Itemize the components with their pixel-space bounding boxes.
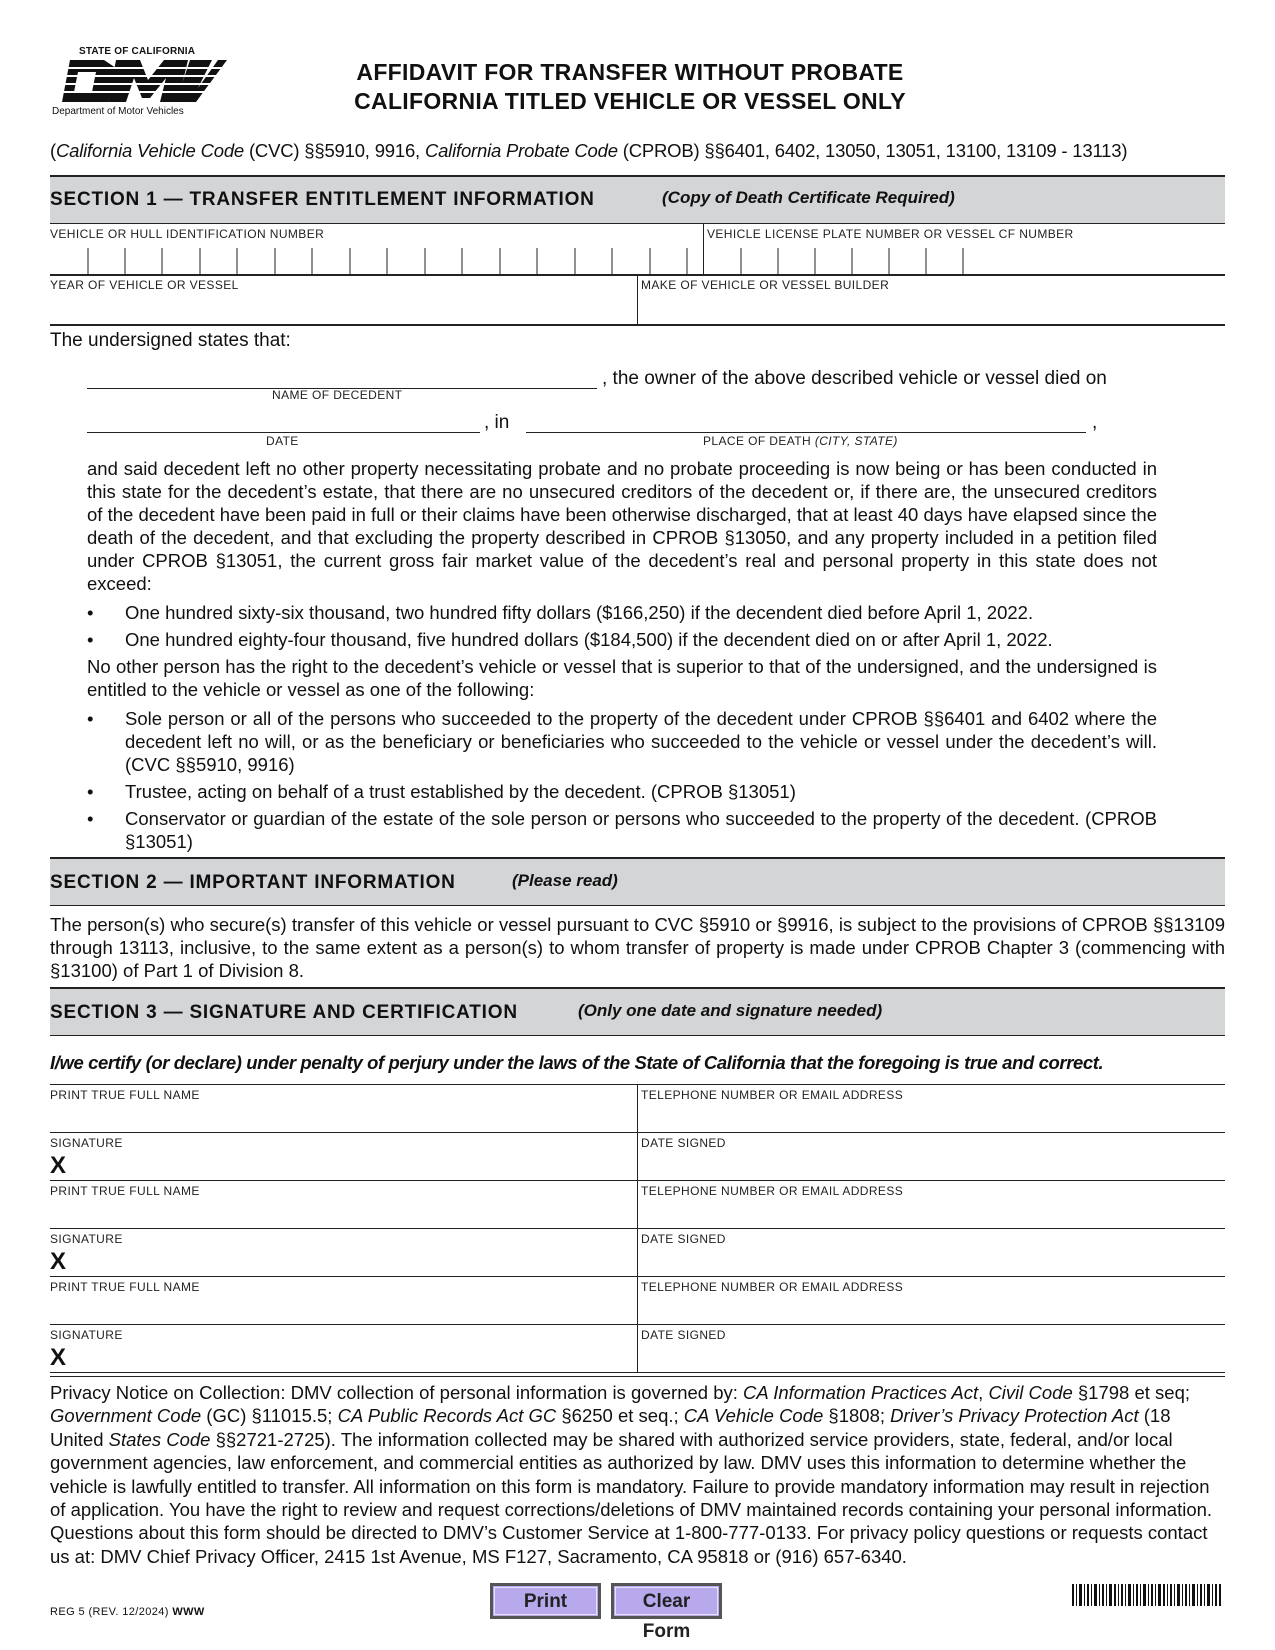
section3-header-rule bbox=[50, 1035, 1225, 1036]
signature-x-mark: X bbox=[50, 1248, 67, 1275]
signer-row-rule bbox=[50, 1372, 1225, 1373]
signature-label: SIGNATURE bbox=[50, 1232, 123, 1246]
bullet-dot: • bbox=[87, 629, 94, 650]
print-name-input[interactable] bbox=[50, 1104, 635, 1130]
signature-label: SIGNATURE bbox=[50, 1136, 123, 1150]
section2-header bbox=[50, 859, 1225, 905]
decedent-paragraph: and said decedent left no other property necessitating probate and no probate proceeding is now being or has been conducted in this state for the decedent’s estate, that there are no unsecured creditors of the decedent or, if there are, the unsecured creditors of the decedent have been paid in full or their claims have been otherwise discharged, that at least 40 days have elapsed since the death of the decedent, and that excluding the property described in CPROB §13050, and any property included in a petition filed under CPROB §13051, the current gross fair market value of the decedent’s real and personal property in this state does not exceed: bbox=[87, 458, 1157, 594]
bullet-dot: • bbox=[87, 602, 94, 623]
bullet-dot: • bbox=[87, 781, 94, 802]
date-signed-input[interactable] bbox=[640, 1152, 1225, 1178]
barcode-icon bbox=[1072, 1584, 1222, 1606]
bullet-text: Conservator or guardian of the estate of the sole person or persons who succeeded to the property of the decedent. (CPROB §13051) bbox=[125, 808, 1157, 852]
form-title bbox=[270, 58, 990, 116]
date-signed-label: DATE SIGNED bbox=[641, 1136, 726, 1150]
privacy-text: §1798 et seq; bbox=[1072, 1382, 1191, 1403]
vin-box-ticks bbox=[50, 248, 702, 274]
section3-header bbox=[50, 989, 1225, 1035]
date-signed-label: DATE SIGNED bbox=[641, 1328, 726, 1342]
form-id-suffix: WWW bbox=[172, 1606, 205, 1618]
owner-died-text: , the owner of the above described vehicle or vessel died on bbox=[602, 368, 1107, 389]
bullet-text: One hundred eighty-four thousand, five hundred dollars ($184,500) if the decendent died on or after April 1, 2022. bbox=[125, 629, 1053, 650]
death-date-input[interactable] bbox=[87, 408, 480, 432]
name-of-decedent-label: NAME OF DECEDENT bbox=[272, 388, 403, 402]
place-of-death-label-text: PLACE OF DEATH bbox=[703, 434, 812, 448]
date-signed-input[interactable] bbox=[640, 1344, 1225, 1370]
year-row-rule bbox=[50, 324, 1225, 326]
dmv-wordmark-graphic bbox=[52, 58, 227, 108]
title-line-1: AFFIDAVIT FOR TRANSFER WITHOUT PROBATE bbox=[356, 59, 904, 85]
signer-divider bbox=[637, 1084, 638, 1180]
section3-title: SECTION 3 — SIGNATURE AND CERTIFICATION bbox=[50, 1002, 518, 1023]
dmv-logo bbox=[52, 46, 227, 118]
signature-x-mark: X bbox=[50, 1344, 67, 1371]
contact-label: TELEPHONE NUMBER OR EMAIL ADDRESS bbox=[641, 1280, 904, 1294]
section1-header bbox=[50, 177, 1225, 223]
logo-department-text: Department of Motor Vehicles bbox=[52, 106, 184, 117]
section3-note: (Only one date and signature needed) bbox=[578, 1001, 883, 1020]
date-signed-label: DATE SIGNED bbox=[641, 1232, 726, 1246]
vin-label: VEHICLE OR HULL IDENTIFICATION NUMBER bbox=[50, 227, 325, 241]
bullet-dot: • bbox=[87, 808, 94, 829]
section2-header-rule bbox=[50, 905, 1225, 906]
entitlement-bullet-2 bbox=[87, 780, 1157, 803]
signature-x-mark: X bbox=[50, 1152, 67, 1179]
section2-body: The person(s) who secure(s) transfer of this vehicle or vessel pursuant to CVC §5910 or §9916, is subject to the provisions of CPROB §§13109 through 13113, inclusive, to the same extent as a person(s) to whom transfer of property is made under CPROB Chapter 3 (commencing with §13100) of Part 1 of Division 8. bbox=[50, 914, 1225, 981]
place-of-death-line bbox=[526, 432, 1086, 433]
print-name-label: PRINT TRUE FULL NAME bbox=[50, 1088, 200, 1102]
contact-input[interactable] bbox=[640, 1104, 1225, 1130]
privacy-italic: CA Vehicle Code bbox=[683, 1405, 824, 1427]
bullet-text: Trustee, acting on behalf of a trust established by the decedent. (CPROB §13051) bbox=[125, 781, 796, 802]
contact-input[interactable] bbox=[640, 1296, 1225, 1322]
privacy-notice bbox=[50, 1381, 1220, 1568]
privacy-text: (18 United bbox=[50, 1405, 1171, 1450]
contact-input[interactable] bbox=[640, 1200, 1225, 1226]
print-name-label: PRINT TRUE FULL NAME bbox=[50, 1280, 200, 1294]
section1-note: (Copy of Death Certificate Required) bbox=[662, 188, 955, 207]
citation-cprob-rest: (CPROB) §§6401, 6402, 13050, 13051, 13100, 13109 - 13113) bbox=[617, 140, 1128, 161]
privacy-italic: Driver’s Privacy Protection Act bbox=[890, 1405, 1139, 1427]
form-id-text: REG 5 (REV. 12/2024) bbox=[50, 1606, 169, 1618]
states-that-text: The undersigned states that: bbox=[50, 330, 291, 351]
year-make-divider bbox=[637, 276, 638, 324]
privacy-italic: Government Code bbox=[50, 1405, 202, 1427]
place-of-death-label bbox=[703, 434, 898, 448]
place-of-death-label-italic: (CITY, STATE) bbox=[814, 434, 898, 448]
print-name-input[interactable] bbox=[50, 1200, 635, 1226]
privacy-text: (GC) §11015.5; bbox=[201, 1405, 338, 1427]
section2-note: (Please read) bbox=[512, 871, 618, 890]
section1-title: SECTION 1 — TRANSFER ENTITLEMENT INFORMATION bbox=[50, 189, 595, 210]
citation-cvc: California Vehicle Code bbox=[55, 140, 245, 161]
vin-boxes[interactable] bbox=[50, 248, 702, 274]
plate-label: VEHICLE LICENSE PLATE NUMBER OR VESSEL CF NUMBER bbox=[707, 227, 1074, 241]
title-line-2: CALIFORNIA TITLED VEHICLE OR VESSEL ONLY bbox=[354, 88, 906, 114]
death-date-line bbox=[87, 432, 480, 433]
plate-box-ticks bbox=[704, 248, 964, 274]
decedent-name-input[interactable] bbox=[87, 364, 597, 388]
statute-citation bbox=[50, 140, 1230, 162]
contact-label: TELEPHONE NUMBER OR EMAIL ADDRESS bbox=[641, 1184, 904, 1198]
signer-divider bbox=[637, 1276, 638, 1372]
date-label: DATE bbox=[266, 434, 299, 448]
in-text: , in bbox=[484, 412, 510, 433]
print-name-label: PRINT TRUE FULL NAME bbox=[50, 1184, 200, 1198]
entitlement-paragraph: No other person has the right to the decedent’s vehicle or vessel that is superior to that of the undersigned, and the undersigned is entitled to the vehicle or vessel as one of the following: bbox=[87, 656, 1157, 700]
trailing-comma: , bbox=[1092, 412, 1098, 433]
value-bullet-1 bbox=[87, 601, 1157, 624]
signer-double-rule bbox=[50, 1376, 1225, 1377]
plate-boxes[interactable] bbox=[704, 248, 1225, 274]
section2-title: SECTION 2 — IMPORTANT INFORMATION bbox=[50, 872, 456, 893]
privacy-italic: CA Public Records Act GC bbox=[337, 1405, 557, 1427]
certification-statement: I/we certify (or declare) under penalty of perjury under the laws of the State of California that the foregoing is true and correct. bbox=[50, 1052, 1104, 1073]
print-button[interactable]: Print bbox=[490, 1583, 601, 1619]
year-label: YEAR OF VEHICLE OR VESSEL bbox=[50, 278, 239, 292]
privacy-italic: CA Information Practices Act bbox=[743, 1382, 979, 1403]
make-input[interactable] bbox=[640, 296, 1225, 322]
make-label: MAKE OF VEHICLE OR VESSEL BUILDER bbox=[641, 278, 890, 292]
entitlement-bullet-1 bbox=[87, 707, 1157, 776]
form-id bbox=[50, 1606, 205, 1618]
value-bullet-2 bbox=[87, 628, 1157, 651]
citation-cprob: California Probate Code bbox=[424, 140, 618, 161]
print-name-input[interactable] bbox=[50, 1296, 635, 1322]
privacy-italic: States Code bbox=[108, 1428, 211, 1450]
date-signed-input[interactable] bbox=[640, 1248, 1225, 1274]
logo-state-text: STATE OF CALIFORNIA bbox=[79, 46, 196, 57]
privacy-text: §6250 et seq.; bbox=[556, 1405, 684, 1427]
citation-cvc-rest: (CVC) §§5910, 9916, bbox=[244, 140, 425, 161]
contact-label: TELEPHONE NUMBER OR EMAIL ADDRESS bbox=[641, 1088, 904, 1102]
privacy-text: , bbox=[978, 1382, 989, 1403]
privacy-italic: Civil Code bbox=[988, 1382, 1073, 1403]
privacy-text: Privacy Notice on Collection: DMV collection of personal information is governed by: bbox=[50, 1382, 744, 1403]
clear-form-button[interactable]: Clear Form bbox=[611, 1583, 722, 1619]
signature-label: SIGNATURE bbox=[50, 1328, 123, 1342]
privacy-text: §1808; bbox=[823, 1405, 891, 1427]
privacy-text: §§2721-2725). The information collected may be shared with authorized service providers, state, federal, and/or local government agencies, law enforcement, and commercial entities as authorized by law. DMV uses this information to determine whether the vehicle is lawfully entitled to transfer. All information on this form is mandatory. Failure to provide mandatory information may result in rejection of application. You have the right to review and request corrections/deletions of DMV maintained records containing your personal information. Questions about this form should be directed to DMV’s Customer Service at 1-800-777-0133. For privacy policy questions or requests contact us at: DMV Chief Privacy Officer, 2415 1st Avenue, MS F127, Sacramento, CA 95818 or (916) 657-6340. bbox=[50, 1428, 1213, 1567]
year-input[interactable] bbox=[50, 296, 635, 322]
place-of-death-input[interactable] bbox=[526, 408, 1086, 432]
entitlement-bullet-3 bbox=[87, 807, 1157, 853]
bullet-text: Sole person or all of the persons who succeeded to the property of the decedent under CPROB §§6401 and 6402 where the decedent left no will, or as the beneficiary or beneficiaries who succeeded to the vehicle or vessel under the decedent’s will. (CVC §§5910, 9916) bbox=[125, 708, 1157, 775]
signer-divider bbox=[637, 1180, 638, 1276]
citation-open: ( bbox=[50, 140, 56, 161]
bullet-text: One hundred sixty-six thousand, two hundred fifty dollars ($166,250) if the decendent died before April 1, 2022. bbox=[125, 602, 1034, 623]
section1-header-rule bbox=[50, 223, 1225, 224]
bullet-dot: • bbox=[87, 708, 94, 729]
